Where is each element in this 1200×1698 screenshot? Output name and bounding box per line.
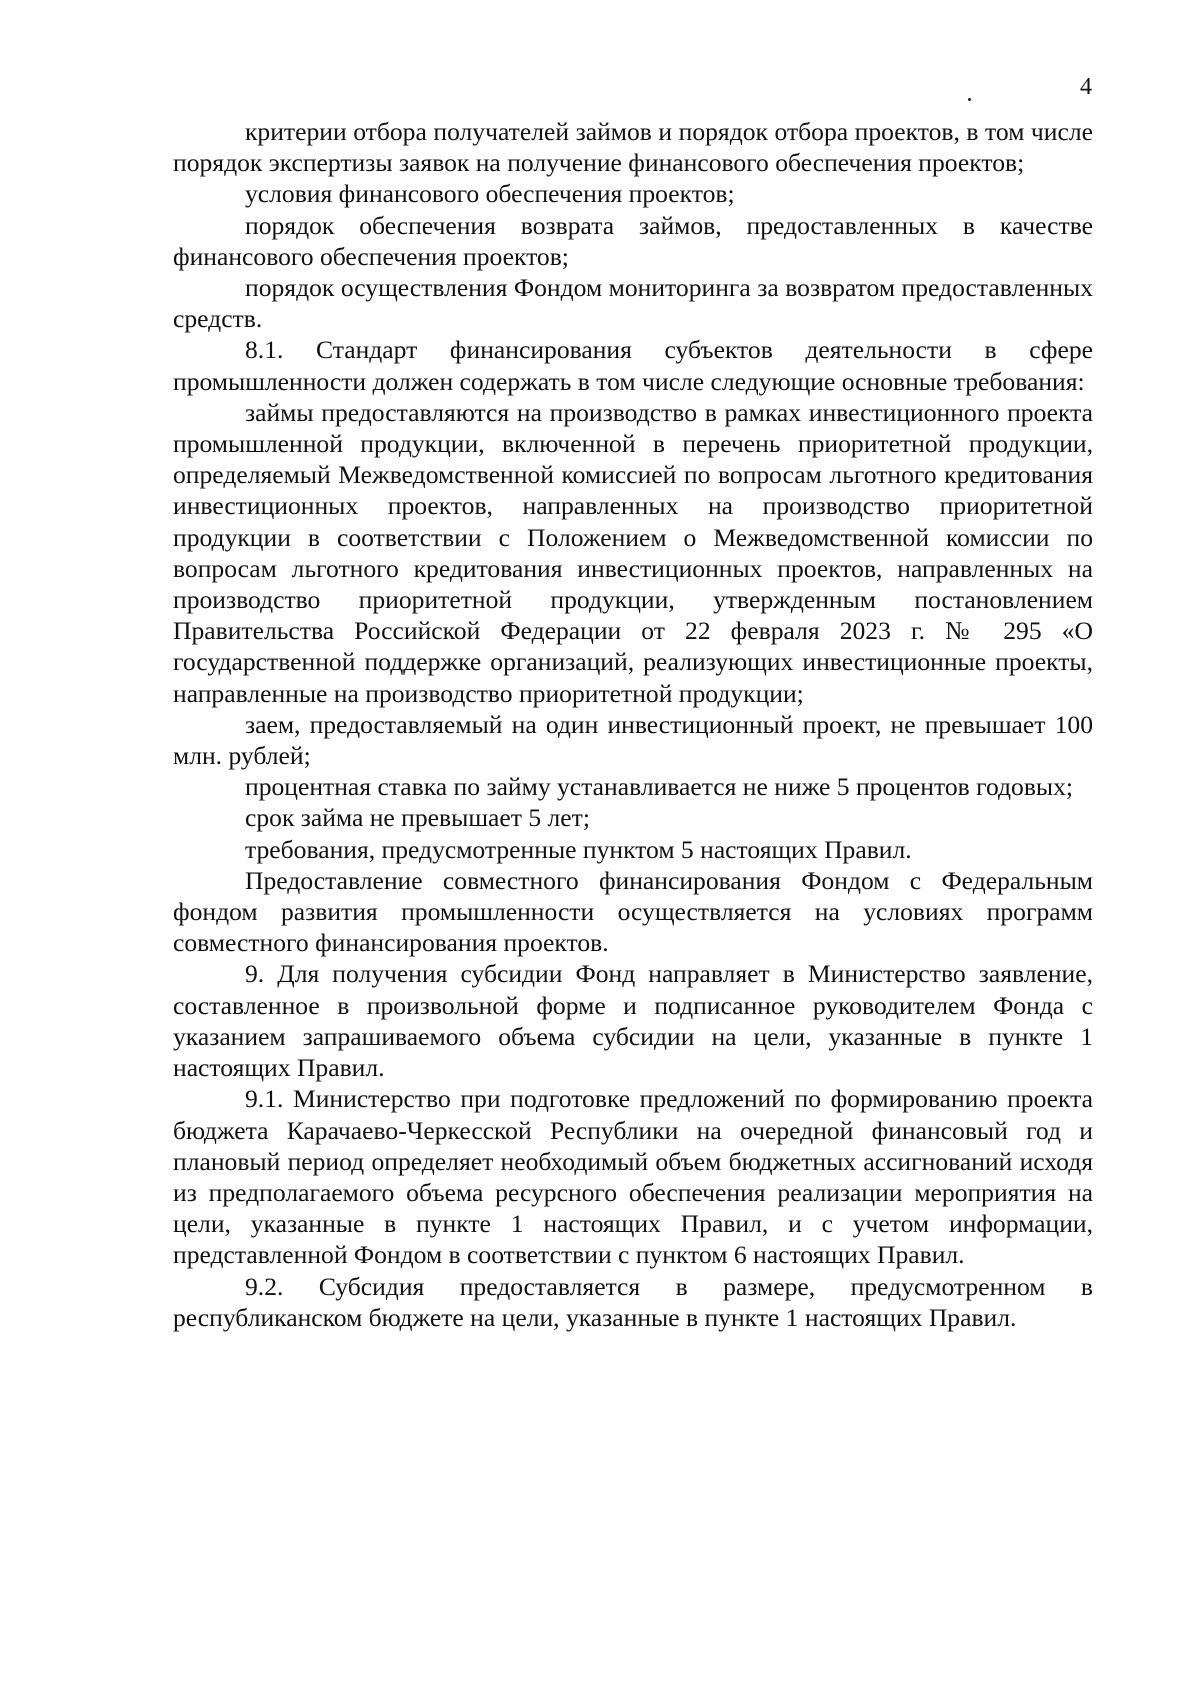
paragraph: Предоставление совместного финансирования Фондом с Федеральным фондом развития промышленности осуществляется на условиях программ совместного финансирования проектов. (173, 865, 1093, 958)
paragraph: займы предоставляются на производство в рамках инвестиционного проекта промышленной продукции, включенной в перечень приоритетной продукции, определяемый Межведомственной комиссией по вопросам льготного кредитования инвестиционных проектов, направленных на производство приоритетной продукции в соответствии с Положением о Межведомственной комиссии по вопросам льготного кредитования инвестиционных проектов, направленных на производство приоритетной продукции, утвержденным постановлением Правительства Российской Федерации от 22 февраля 2023 г. № 295 «О государственной поддержке организаций, реализующих инвестиционные проекты, направленные на производство приоритетной продукции; (173, 397, 1093, 708)
paragraph: срок займа не превышает 5 лет; (245, 803, 590, 833)
paragraph: условия финансового обеспечения проектов; (245, 179, 735, 209)
paragraph: порядок обеспечения возврата займов, предоставленных в качестве финансового обеспечения проектов; (173, 210, 1093, 271)
paragraph: критерии отбора получателей займов и порядок отбора проектов, в том числе порядок экспертизы заявок на получение финансового обеспечения проектов; (173, 117, 1093, 178)
paragraph: 9.1. Министерство при подготовке предложений по формированию проекта бюджета Карачаево-Черкесской Республики на очередной финансовый год и плановый период определяет необходимый объем бюджетных ассигнований исходя из предполагаемого объема ресурсного обеспечения реализации мероприятия на цели, указанные в пункте 1 настоящих Правил, и с учетом информации, представленной Фондом в соответствии с пунктом 6 настоящих Правил. (173, 1084, 1093, 1270)
paragraph: порядок осуществления Фондом мониторинга за возвратом предоставленных средств. (173, 273, 1093, 334)
paragraph: заем, предоставляемый на один инвестиционный проект, не превышает 100 млн. рублей; (173, 709, 1093, 771)
paragraph: процентная ставка по займу устанавливается не ниже 5 процентов годовых; (245, 772, 1074, 802)
document-body (173, 116, 1093, 1333)
paragraph: требования, предусмотренные пунктом 5 настоящих Правил. (245, 834, 912, 864)
page-number: 4 (1080, 74, 1092, 100)
paragraph: 9. Для получения субсидии Фонд направляет в Министерство заявление, составленное в произвольной форме и подписанное руководителем Фонда с указанием запрашиваемого объема субсидии на цели, указанные в пункте 1 настоящих Правил. (173, 959, 1093, 1083)
paragraph: 9.2. Субсидия предоставляется в размере, предусмотренном в республиканском бюджете на цели, указанные в пункте 1 настоящих Правил. (173, 1271, 1093, 1332)
paragraph: 8.1. Стандарт финансирования субъектов деятельности в сфере промышленности должен содержать в том числе следующие основные требования: (173, 335, 1093, 396)
scan-artifact-dot (968, 98, 971, 101)
